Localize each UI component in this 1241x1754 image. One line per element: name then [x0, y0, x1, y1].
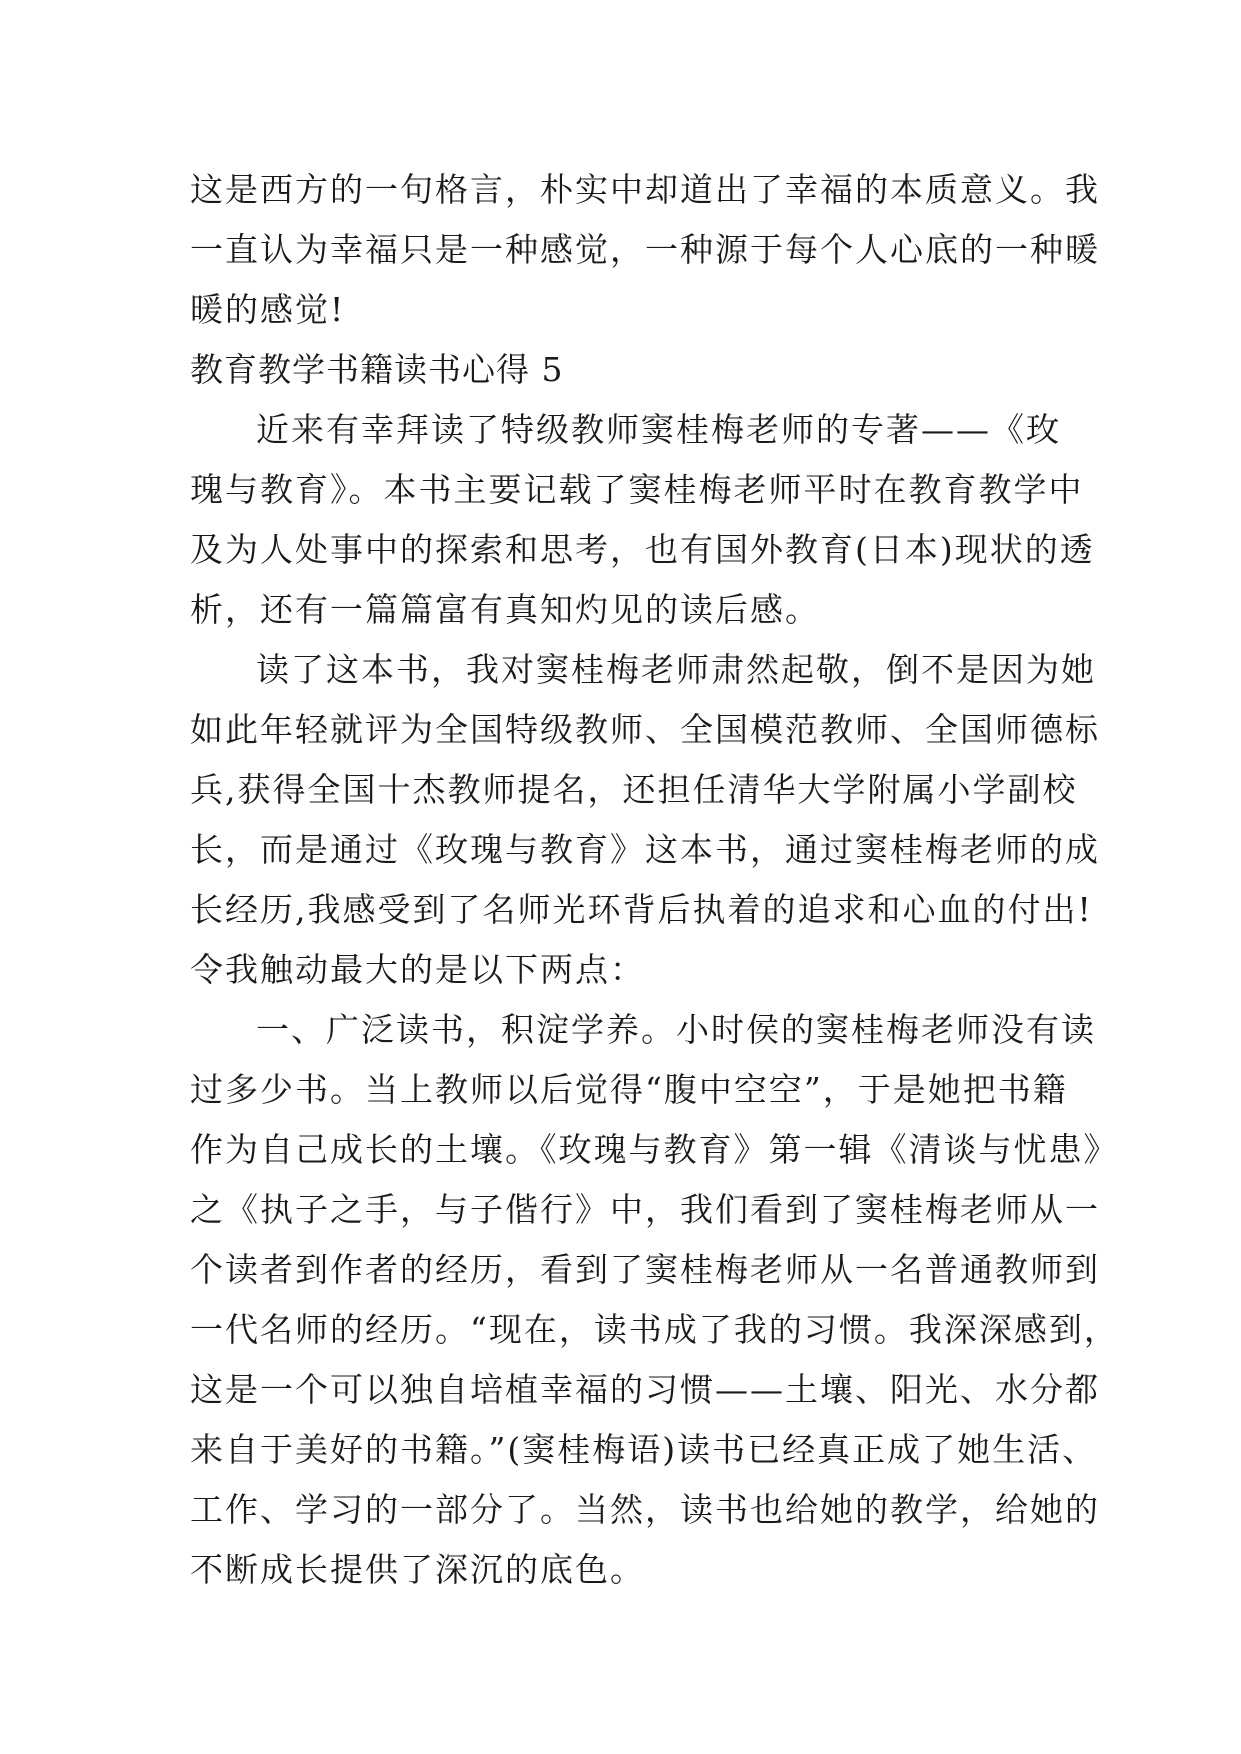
paragraph-line: 近来有幸拜读了特级教师窦桂梅老师的专著——《玫: [256, 410, 1061, 449]
paragraph-line: 析，还有一篇篇富有真知灼见的读后感。: [190, 590, 820, 629]
paragraph-line: 之《执子之手，与子偕行》中，我们看到了窦桂梅老师从一: [190, 1190, 1100, 1229]
section-title: 教育教学书籍读书心得 5: [190, 350, 564, 389]
paragraph-line: 令我触动最大的是以下两点：: [190, 950, 645, 989]
paragraph-line: 个读者到作者的经历，看到了窦桂梅老师从一名普通教师到: [190, 1250, 1100, 1289]
paragraph-line: 一代名师的经历。“现在，读书成了我的习惯。我深深感到，: [190, 1310, 1119, 1349]
paragraph-1: [190, 400, 1095, 640]
intro-line: 一直认为幸福只是一种感觉，一种源于每个人心底的一种暖: [190, 230, 1100, 269]
paragraph-line: 一、广泛读书，积淀学养。小时侯的窦桂梅老师没有读: [256, 1010, 1096, 1049]
paragraph-2: [190, 640, 1100, 1000]
paragraph-line: 瑰与教育》。本书主要记载了窦桂梅老师平时在教育教学中: [190, 470, 1084, 509]
paragraph-line: 长，而是通过《玫瑰与教育》这本书，通过窦桂梅老师的成: [190, 830, 1100, 869]
intro-line: 这是西方的一句格言，朴实中却道出了幸福的本质意义。我: [190, 170, 1100, 209]
paragraph-line: 这是一个可以独自培植幸福的习惯——土壤、阳光、水分都: [190, 1370, 1100, 1409]
intro-paragraph: [190, 160, 1100, 340]
document-body: [190, 160, 1119, 1600]
paragraph-line: 长经历,我感受到了名师光环背后执着的追求和心血的付出!: [190, 890, 1093, 929]
paragraph-line: 如此年轻就评为全国特级教师、全国模范教师、全国师德标: [190, 710, 1100, 749]
paragraph-line: 不断成长提供了深沉的底色。: [190, 1550, 645, 1589]
paragraph-line: 读了这本书，我对窦桂梅老师肃然起敬，倒不是因为她: [256, 650, 1096, 689]
paragraph-line: 兵,获得全国十杰教师提名，还担任清华大学附属小学副校: [190, 770, 1078, 809]
paragraph-line: 作为自己成长的土壤。《玫瑰与教育》第一辑《清谈与忧患》: [190, 1130, 1119, 1169]
intro-line: 暖的感觉!: [190, 290, 346, 329]
paragraph-3: [190, 1000, 1119, 1600]
paragraph-line: 过多少书。当上教师以后觉得“腹中空空”，于是她把书籍: [190, 1070, 1068, 1109]
paragraph-line: 及为人处事中的探索和思考，也有国外教育(日本)现状的透: [190, 530, 1095, 569]
paragraph-line: 工作、学习的一部分了。当然，读书也给她的教学，给她的: [190, 1490, 1100, 1529]
paragraph-line: 来自于美好的书籍。”(窦桂梅语)读书已经真正成了她生活、: [190, 1430, 1098, 1469]
